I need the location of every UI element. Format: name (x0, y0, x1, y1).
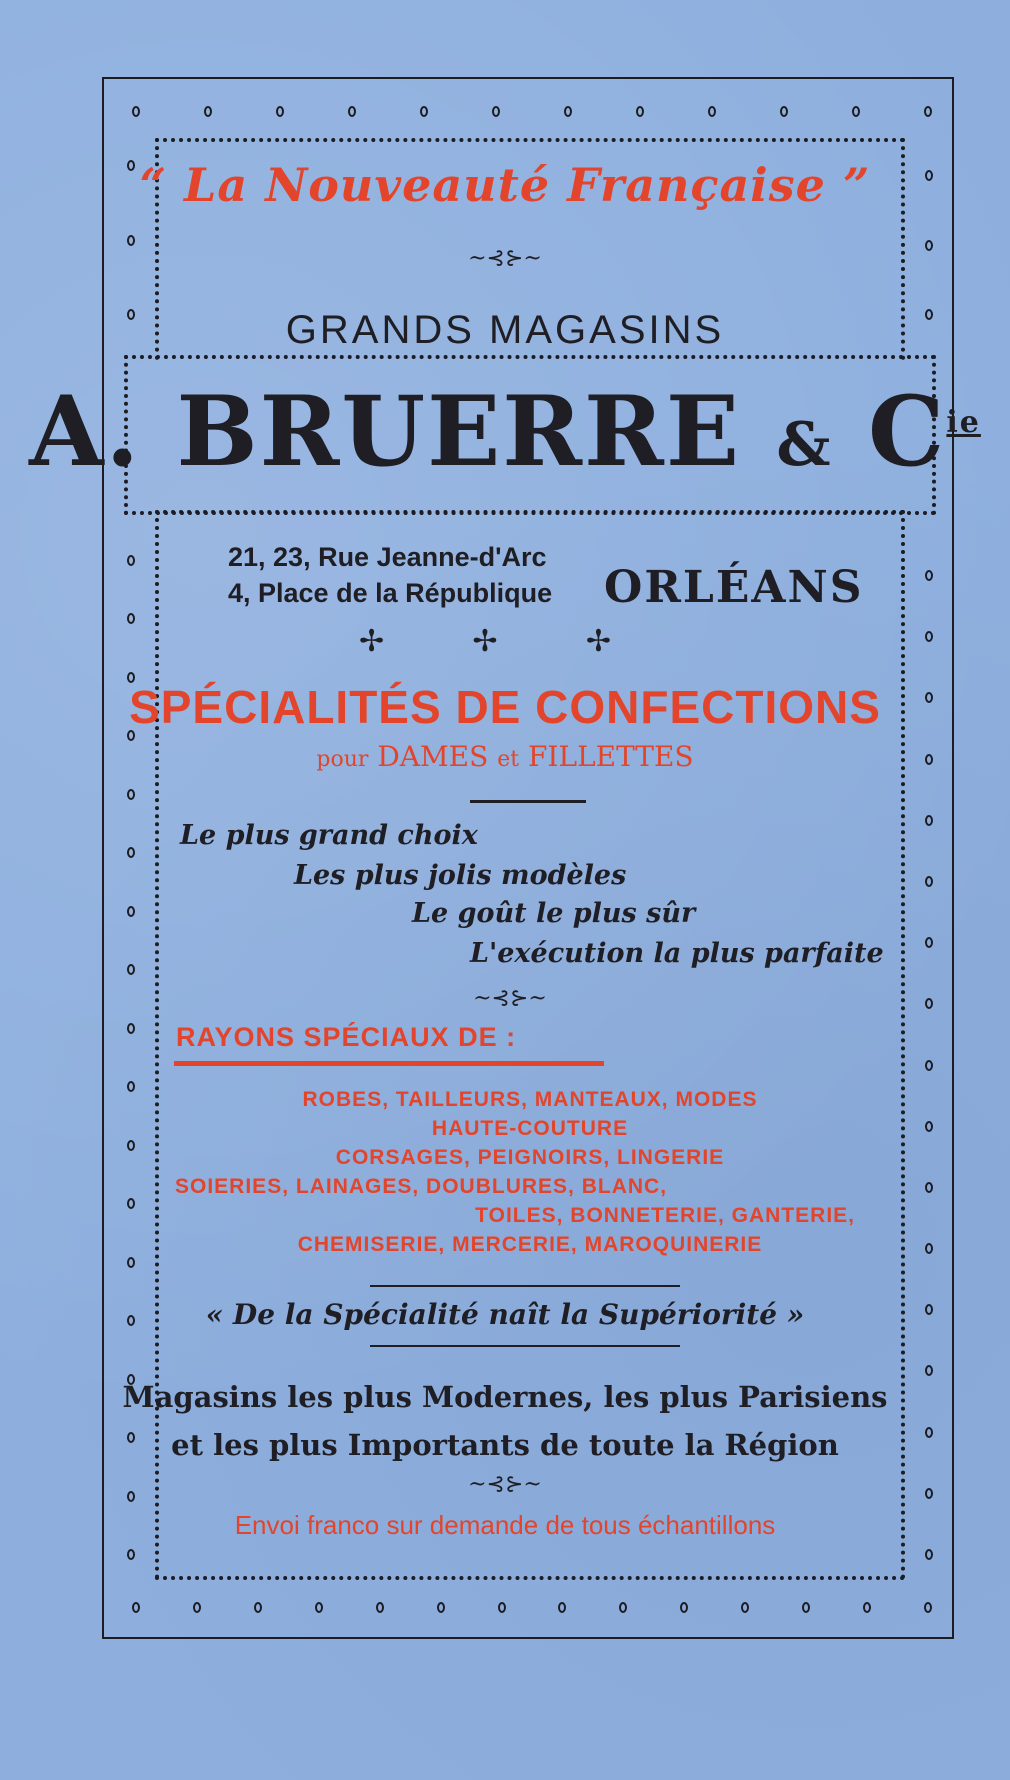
quote-rule-bottom (370, 1345, 680, 1347)
city: ORLÉANS (604, 562, 864, 613)
tagline-3: Le goût le plus sûr (412, 898, 696, 929)
rayons-item: SOIERIES, LAINAGES, DOUBLURES, BLANC, (175, 1175, 668, 1198)
rayons-item: HAUTE-COUTURE (431, 1117, 629, 1140)
rayons-item: TOILES, BONNETERIE, GANTERIE, (475, 1204, 855, 1227)
brand-ampersand: & (776, 410, 833, 480)
brand-c: C (868, 375, 947, 488)
dots-bottom-row (132, 1602, 932, 1613)
sub-fillettes: FILLETTES (527, 740, 694, 773)
brand-ie: ie (946, 405, 981, 440)
specialty-subtitle (0, 740, 1010, 773)
sub-et: et (497, 747, 520, 772)
modern-line-2: et les plus Importants de toute la Région (171, 1428, 839, 1462)
address-line-2: 4, Place de la République (228, 578, 553, 608)
dots-top-row (132, 106, 932, 117)
rayons-title: RAYONS SPÉCIAUX DE : (176, 1022, 517, 1052)
ornament-bottom: ~⊰⊱~ (468, 1472, 542, 1497)
brand-name-text: A. BRUERRE (29, 375, 741, 488)
tagline-1: Le plus grand choix (180, 820, 478, 851)
slogan: “ La Nouveauté Française ” (139, 158, 871, 212)
ornament-top: ~⊰⊱~ (468, 246, 542, 271)
specialty-rule (470, 800, 586, 803)
sub-pour: pour (316, 747, 369, 772)
quote-rule-top (370, 1285, 680, 1287)
tagline-2: Les plus jolis modèles (294, 860, 627, 891)
brand-name (0, 375, 1010, 488)
rayons-item: CHEMISERIE, MERCERIE, MAROQUINERIE (297, 1233, 763, 1256)
subtitle: GRANDS MAGASINS (285, 308, 725, 352)
tagline-4: L'exécution la plus parfaite (470, 938, 884, 969)
address-line-1: 21, 23, Rue Jeanne-d'Arc (228, 542, 547, 572)
rayons-item: ROBES, TAILLEURS, MANTEAUX, MODES (302, 1088, 758, 1111)
modern-line-1: Magasins les plus Modernes, les plus Parisiens (122, 1380, 888, 1414)
motto-quote: « De la Spécialité naît la Supériorité » (205, 1298, 805, 1331)
rayons-list (175, 1085, 885, 1259)
ornament-middle: ~⊰⊱~ (473, 986, 547, 1011)
stars-ornament: ✢ ✢ ✢ (358, 625, 652, 658)
sub-dames: DAMES (377, 740, 489, 773)
envoi-notice: Envoi franco sur demande de tous échantillons (234, 1510, 776, 1540)
rayons-underline (174, 1061, 604, 1066)
specialty-title: SPÉCIALITÉS DE CONFECTIONS (129, 681, 881, 733)
rayons-item: CORSAGES, PEIGNOIRS, LINGERIE (335, 1146, 725, 1169)
